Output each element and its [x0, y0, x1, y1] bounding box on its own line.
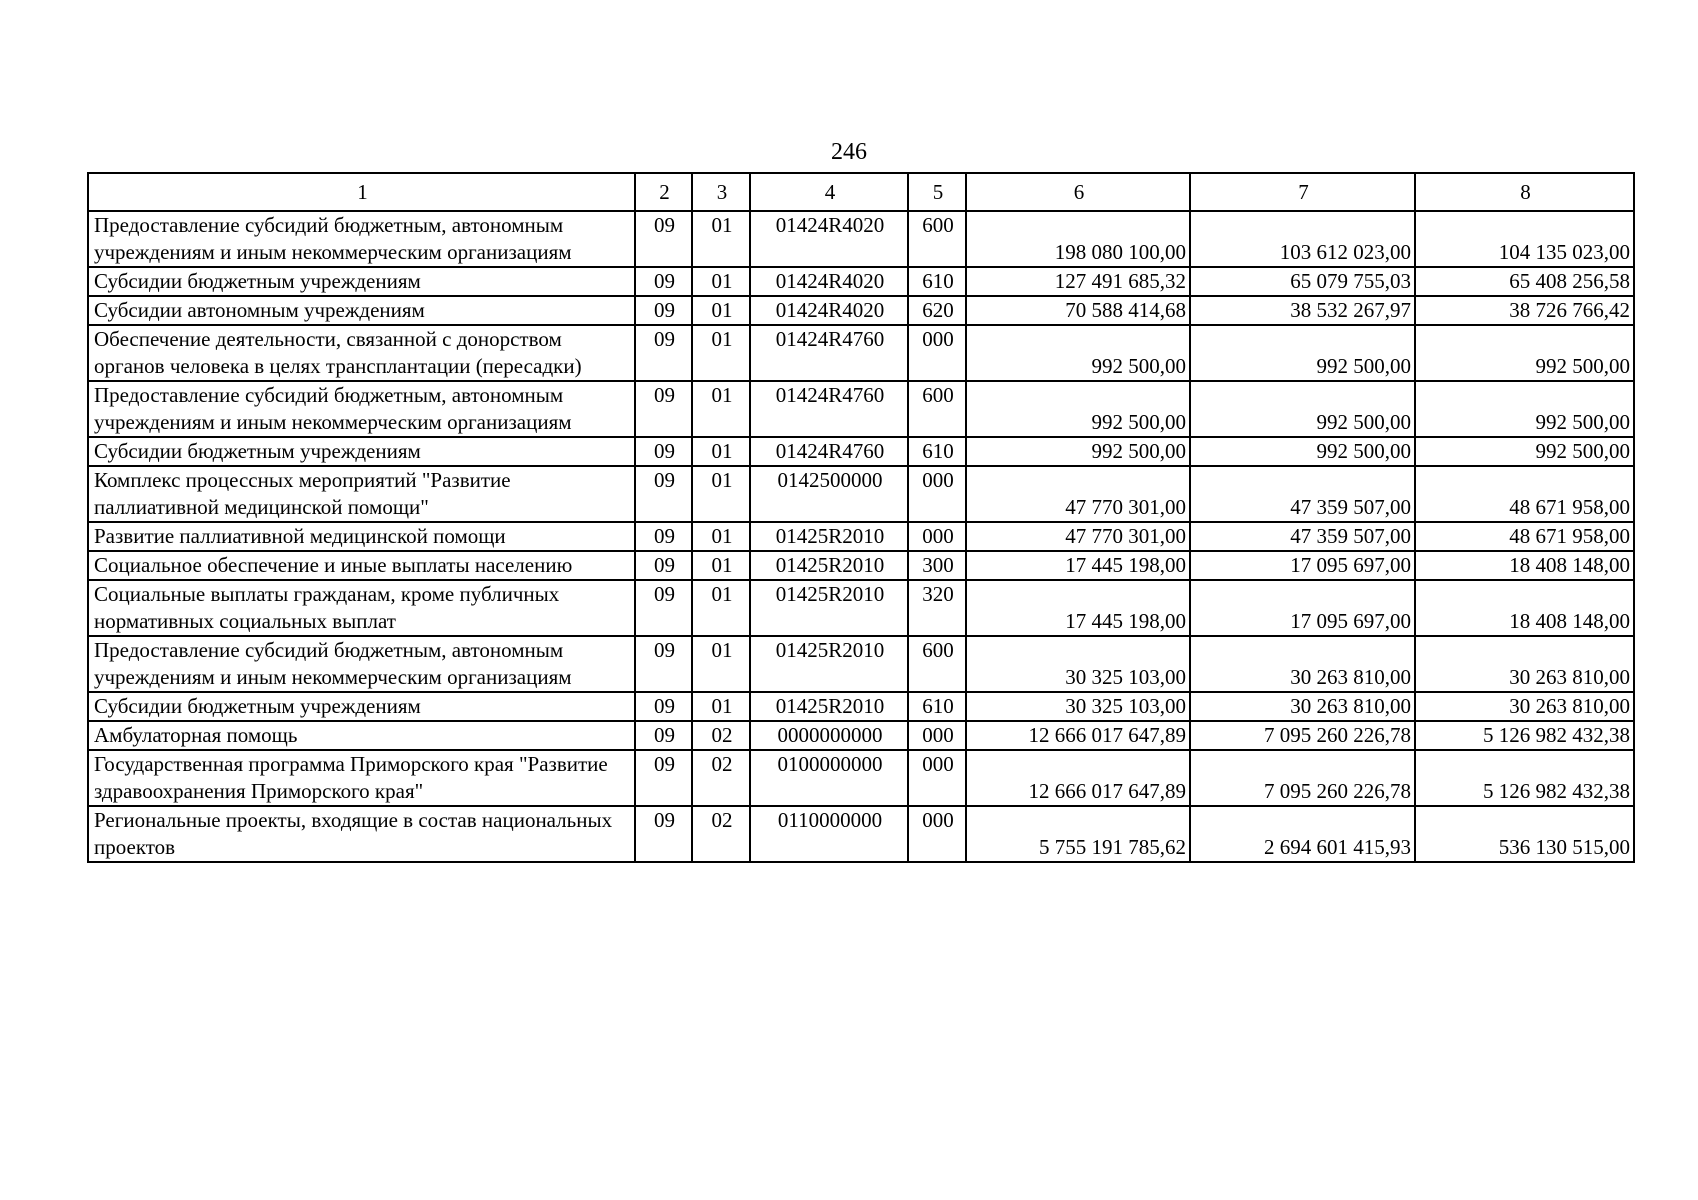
row-name-cell: Комплекс процессных мероприятий "Развитие паллиативной медицинской помощи"	[88, 466, 635, 522]
expense-type-cell: 600	[908, 636, 966, 692]
target-article-cell: 01425R2010	[750, 692, 908, 721]
expense-type-cell: 300	[908, 551, 966, 580]
column-header: 7	[1190, 173, 1415, 211]
table-row	[88, 580, 1634, 636]
target-article-cell: 01424R4020	[750, 296, 908, 325]
table-row	[88, 522, 1634, 551]
amount-col8-cell: 48 671 958,00	[1415, 466, 1634, 522]
table-row	[88, 296, 1634, 325]
amount-col8-cell: 992 500,00	[1415, 437, 1634, 466]
amount-col7-cell: 7 095 260 226,78	[1190, 750, 1415, 806]
subsection-code-cell: 01	[692, 211, 750, 267]
section-code-cell: 09	[635, 466, 692, 522]
target-article-cell: 01425R2010	[750, 522, 908, 551]
row-name-cell: Развитие паллиативной медицинской помощи	[88, 522, 635, 551]
amount-col6-cell: 47 770 301,00	[966, 522, 1190, 551]
row-name-cell: Предоставление субсидий бюджетным, автономным учреждениям и иным некоммерческим организациям	[88, 636, 635, 692]
table-row	[88, 806, 1634, 862]
table-row	[88, 692, 1634, 721]
amount-col6-cell: 70 588 414,68	[966, 296, 1190, 325]
amount-col6-cell: 5 755 191 785,62	[966, 806, 1190, 862]
subsection-code-cell: 02	[692, 806, 750, 862]
target-article-cell: 0142500000	[750, 466, 908, 522]
row-name-cell: Субсидии бюджетным учреждениям	[88, 267, 635, 296]
table-row	[88, 466, 1634, 522]
table-row	[88, 381, 1634, 437]
amount-col8-cell: 38 726 766,42	[1415, 296, 1634, 325]
amount-col6-cell: 30 325 103,00	[966, 636, 1190, 692]
amount-col7-cell: 47 359 507,00	[1190, 522, 1415, 551]
expense-type-cell: 000	[908, 806, 966, 862]
target-article-cell: 01425R2010	[750, 580, 908, 636]
column-header: 1	[88, 173, 635, 211]
expense-type-cell: 000	[908, 466, 966, 522]
expense-type-cell: 610	[908, 437, 966, 466]
section-code-cell: 09	[635, 437, 692, 466]
subsection-code-cell: 01	[692, 296, 750, 325]
table-row	[88, 551, 1634, 580]
table-row	[88, 325, 1634, 381]
target-article-cell: 01424R4020	[750, 211, 908, 267]
expense-type-cell: 320	[908, 580, 966, 636]
subsection-code-cell: 01	[692, 580, 750, 636]
amount-col8-cell: 5 126 982 432,38	[1415, 721, 1634, 750]
amount-col7-cell: 17 095 697,00	[1190, 551, 1415, 580]
row-name-cell: Субсидии бюджетным учреждениям	[88, 692, 635, 721]
target-article-cell: 01425R2010	[750, 551, 908, 580]
amount-col8-cell: 992 500,00	[1415, 381, 1634, 437]
section-code-cell: 09	[635, 211, 692, 267]
amount-col7-cell: 992 500,00	[1190, 325, 1415, 381]
amount-col6-cell: 12 666 017 647,89	[966, 721, 1190, 750]
row-name-cell: Субсидии автономным учреждениям	[88, 296, 635, 325]
table-row	[88, 211, 1634, 267]
row-name-cell: Субсидии бюджетным учреждениям	[88, 437, 635, 466]
amount-col6-cell: 992 500,00	[966, 325, 1190, 381]
section-code-cell: 09	[635, 551, 692, 580]
column-header: 6	[966, 173, 1190, 211]
amount-col6-cell: 47 770 301,00	[966, 466, 1190, 522]
amount-col7-cell: 17 095 697,00	[1190, 580, 1415, 636]
amount-col7-cell: 103 612 023,00	[1190, 211, 1415, 267]
table-row	[88, 636, 1634, 692]
subsection-code-cell: 01	[692, 267, 750, 296]
amount-col7-cell: 30 263 810,00	[1190, 636, 1415, 692]
expense-type-cell: 600	[908, 211, 966, 267]
amount-col8-cell: 18 408 148,00	[1415, 580, 1634, 636]
target-article-cell: 01425R2010	[750, 636, 908, 692]
amount-col7-cell: 992 500,00	[1190, 437, 1415, 466]
subsection-code-cell: 01	[692, 551, 750, 580]
expense-type-cell: 610	[908, 692, 966, 721]
column-header: 4	[750, 173, 908, 211]
amount-col6-cell: 30 325 103,00	[966, 692, 1190, 721]
row-name-cell: Региональные проекты, входящие в состав национальных проектов	[88, 806, 635, 862]
subsection-code-cell: 02	[692, 721, 750, 750]
amount-col8-cell: 104 135 023,00	[1415, 211, 1634, 267]
table-row	[88, 267, 1634, 296]
amount-col6-cell: 17 445 198,00	[966, 551, 1190, 580]
row-name-cell: Предоставление субсидий бюджетным, автономным учреждениям и иным некоммерческим организациям	[88, 211, 635, 267]
section-code-cell: 09	[635, 580, 692, 636]
amount-col8-cell: 5 126 982 432,38	[1415, 750, 1634, 806]
page-number: 246	[831, 139, 867, 165]
target-article-cell: 01424R4020	[750, 267, 908, 296]
row-name-cell: Социальные выплаты гражданам, кроме публичных нормативных социальных выплат	[88, 580, 635, 636]
amount-col7-cell: 38 532 267,97	[1190, 296, 1415, 325]
amount-col7-cell: 65 079 755,03	[1190, 267, 1415, 296]
amount-col8-cell: 65 408 256,58	[1415, 267, 1634, 296]
column-header: 5	[908, 173, 966, 211]
target-article-cell: 01424R4760	[750, 381, 908, 437]
amount-col8-cell: 992 500,00	[1415, 325, 1634, 381]
target-article-cell: 0110000000	[750, 806, 908, 862]
header-row	[88, 173, 1634, 211]
subsection-code-cell: 01	[692, 692, 750, 721]
target-article-cell: 0000000000	[750, 721, 908, 750]
expense-type-cell: 610	[908, 267, 966, 296]
section-code-cell: 09	[635, 636, 692, 692]
amount-col8-cell: 30 263 810,00	[1415, 692, 1634, 721]
column-header: 2	[635, 173, 692, 211]
row-name-cell: Государственная программа Приморского края "Развитие здравоохранения Приморского края"	[88, 750, 635, 806]
amount-col6-cell: 992 500,00	[966, 437, 1190, 466]
amount-col6-cell: 992 500,00	[966, 381, 1190, 437]
expense-type-cell: 600	[908, 381, 966, 437]
expense-type-cell: 620	[908, 296, 966, 325]
section-code-cell: 09	[635, 296, 692, 325]
expense-type-cell: 000	[908, 522, 966, 551]
column-header: 8	[1415, 173, 1634, 211]
amount-col7-cell: 30 263 810,00	[1190, 692, 1415, 721]
target-article-cell: 01424R4760	[750, 437, 908, 466]
section-code-cell: 09	[635, 381, 692, 437]
expense-type-cell: 000	[908, 325, 966, 381]
amount-col8-cell: 18 408 148,00	[1415, 551, 1634, 580]
amount-col8-cell: 48 671 958,00	[1415, 522, 1634, 551]
budget-table	[87, 172, 1635, 863]
column-header: 3	[692, 173, 750, 211]
row-name-cell: Амбулаторная помощь	[88, 721, 635, 750]
section-code-cell: 09	[635, 692, 692, 721]
amount-col6-cell: 198 080 100,00	[966, 211, 1190, 267]
section-code-cell: 09	[635, 721, 692, 750]
amount-col8-cell: 536 130 515,00	[1415, 806, 1634, 862]
table-row	[88, 721, 1634, 750]
amount-col6-cell: 12 666 017 647,89	[966, 750, 1190, 806]
subsection-code-cell: 01	[692, 325, 750, 381]
subsection-code-cell: 02	[692, 750, 750, 806]
subsection-code-cell: 01	[692, 437, 750, 466]
subsection-code-cell: 01	[692, 466, 750, 522]
amount-col6-cell: 17 445 198,00	[966, 580, 1190, 636]
table-body	[88, 211, 1634, 862]
subsection-code-cell: 01	[692, 522, 750, 551]
expense-type-cell: 000	[908, 750, 966, 806]
section-code-cell: 09	[635, 806, 692, 862]
section-code-cell: 09	[635, 522, 692, 551]
subsection-code-cell: 01	[692, 381, 750, 437]
section-code-cell: 09	[635, 750, 692, 806]
amount-col7-cell: 2 694 601 415,93	[1190, 806, 1415, 862]
target-article-cell: 0100000000	[750, 750, 908, 806]
row-name-cell: Социальное обеспечение и иные выплаты населению	[88, 551, 635, 580]
amount-col7-cell: 47 359 507,00	[1190, 466, 1415, 522]
row-name-cell: Обеспечение деятельности, связанной с донорством органов человека в целях трансплантации (пересадки)	[88, 325, 635, 381]
amount-col6-cell: 127 491 685,32	[966, 267, 1190, 296]
subsection-code-cell: 01	[692, 636, 750, 692]
expense-type-cell: 000	[908, 721, 966, 750]
amount-col7-cell: 7 095 260 226,78	[1190, 721, 1415, 750]
table-row	[88, 750, 1634, 806]
amount-col8-cell: 30 263 810,00	[1415, 636, 1634, 692]
row-name-cell: Предоставление субсидий бюджетным, автономным учреждениям и иным некоммерческим организациям	[88, 381, 635, 437]
section-code-cell: 09	[635, 325, 692, 381]
section-code-cell: 09	[635, 267, 692, 296]
table-row	[88, 437, 1634, 466]
amount-col7-cell: 992 500,00	[1190, 381, 1415, 437]
target-article-cell: 01424R4760	[750, 325, 908, 381]
